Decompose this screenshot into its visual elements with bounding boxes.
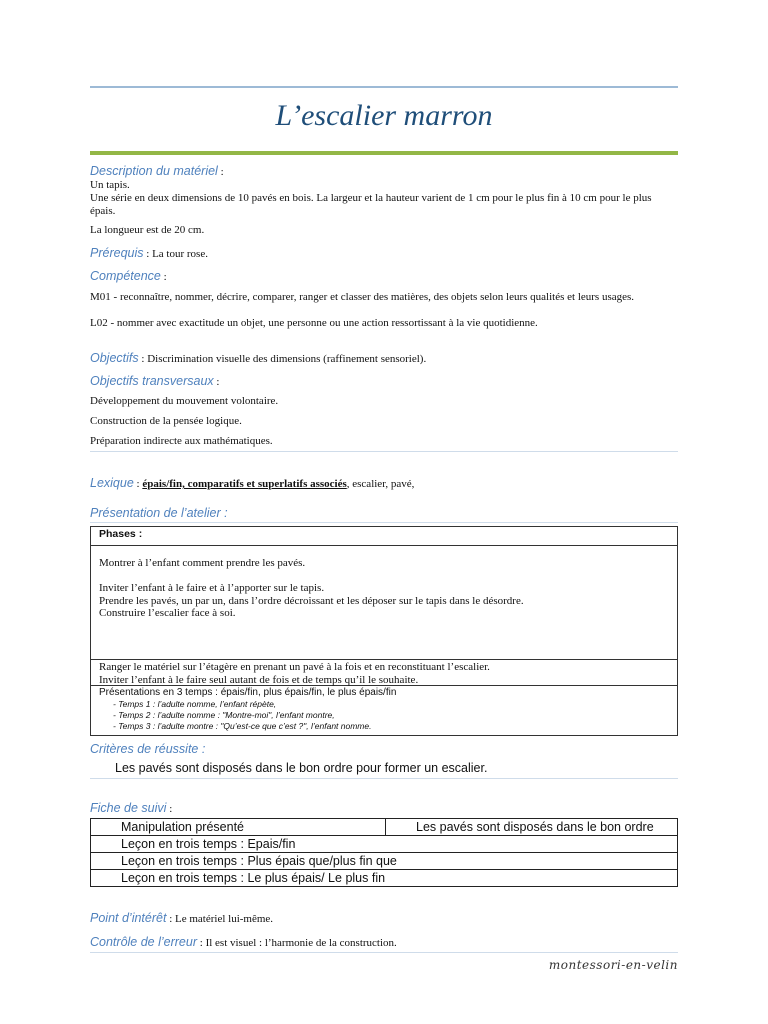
phases-table bbox=[90, 526, 678, 736]
table-row bbox=[91, 870, 678, 887]
phase-step-3: - Temps 3 : l’adulte montre : "Qu’est-ce que c’est ?", l’enfant nomme. bbox=[113, 720, 372, 731]
table-cell: Leçon en trois temps : Plus épais que/plus fin que bbox=[91, 853, 678, 870]
competence-line-1: M01 - reconnaître, nommer, décrire, comparer, ranger et classer des matières, des objets selon leurs qualités et leurs usages. bbox=[90, 291, 635, 303]
controle-heading: Contrôle de l’erreur : Il est visuel : l’harmonie de la construction. bbox=[90, 935, 397, 949]
transversal-line-3: Préparation indirecte aux mathématiques. bbox=[90, 435, 273, 447]
phase-line: Inviter l’enfant à le faire et à l’apporter sur le tapis. bbox=[99, 582, 325, 594]
prerequis-heading: Prérequis : La tour rose. bbox=[90, 246, 208, 260]
presentation-heading: Présentation de l’atelier : bbox=[90, 506, 228, 520]
lexique-rest: , escalier, pavé, bbox=[346, 478, 415, 490]
criteres-text: Les pavés sont disposés dans le bon ordre pour former un escalier. bbox=[115, 761, 488, 775]
point-interet-heading: Point d’intérêt : Le matériel lui-même. bbox=[90, 911, 274, 925]
table-cell: Leçon en trois temps : Epais/fin bbox=[91, 836, 678, 853]
description-heading: Description du matériel : bbox=[90, 164, 224, 178]
point-interet-text: Le matériel lui-même. bbox=[175, 913, 274, 925]
prerequis-text: La tour rose. bbox=[152, 248, 208, 260]
phase-line: Prendre les pavés, un par un, dans l’ordre décroissant et les déposer sur le tapis dans le désordre. bbox=[99, 594, 524, 607]
document-page bbox=[90, 0, 678, 1024]
objectifs-text: Discrimination visuelle des dimensions (raffinement sensoriel). bbox=[147, 353, 427, 365]
section-divider bbox=[90, 522, 678, 523]
phases-header: Phases : bbox=[99, 528, 143, 540]
phase-three-step-title: Présentations en 3 temps : épais/fin, plus épais/fin, le plus épais/fin bbox=[99, 687, 397, 698]
lexique-heading: Lexique : épais/fin, comparatifs et superlatifs associés, escalier, pavé, bbox=[90, 476, 415, 490]
description-line-1: Un tapis. bbox=[90, 179, 130, 191]
phase-block-1 bbox=[91, 545, 677, 659]
competence-line-2: L02 - nommer avec exactitude un objet, une personne ou une action ressortissant à la vie quotidienne. bbox=[90, 317, 538, 329]
phase-line: Inviter l’enfant à le faire seul autant de fois et de temps qu’il le souhaite. bbox=[99, 673, 419, 686]
criteres-heading: Critères de réussite : bbox=[90, 742, 206, 756]
fiche-heading: Fiche de suivi : bbox=[90, 801, 173, 815]
signature: montessori-en-velin bbox=[548, 958, 678, 972]
phase-line: Montrer à l’enfant comment prendre les pavés. bbox=[99, 557, 306, 569]
description-line-2: Une série en deux dimensions de 10 pavés en bois. La largeur et la hauteur varient de 1 cm pour le plus fin à 10 cm pour le plus épais. bbox=[90, 192, 652, 217]
phase-step-1: - Temps 1 : l’adulte nomme, l’enfant répète, bbox=[113, 698, 277, 709]
table-cell: Les pavés sont disposés dans le bon ordre bbox=[386, 819, 678, 836]
phase-block-3 bbox=[91, 685, 677, 735]
footer-rule bbox=[90, 952, 678, 953]
transversal-line-2: Construction de la pensée logique. bbox=[90, 415, 242, 427]
controle-text: Il est visuel : l’harmonie de la construction. bbox=[205, 937, 397, 949]
transversal-line-1: Développement du mouvement volontaire. bbox=[90, 395, 279, 407]
table-cell: Leçon en trois temps : Le plus épais/ Le plus fin bbox=[91, 870, 678, 887]
phase-block-2 bbox=[91, 659, 677, 685]
title-underline bbox=[90, 151, 678, 155]
lexique-keywords: épais/fin, comparatifs et superlatifs associés bbox=[142, 478, 347, 490]
table-row bbox=[91, 853, 678, 870]
objectifs-transversaux-heading: Objectifs transversaux : bbox=[90, 374, 220, 388]
top-rule bbox=[90, 86, 678, 88]
table-row bbox=[91, 819, 678, 836]
phase-line: Construire l’escalier face à soi. bbox=[99, 607, 236, 619]
section-divider bbox=[90, 451, 678, 452]
description-line-3: La longueur est de 20 cm. bbox=[90, 224, 205, 236]
competence-heading: Compétence : bbox=[90, 269, 167, 283]
phase-line bbox=[99, 570, 669, 583]
tracking-table bbox=[90, 818, 678, 887]
phase-line: Ranger le matériel sur l’étagère en prenant un pavé à la fois et en reconstituant l’escalier. bbox=[99, 661, 490, 673]
phase-step-2: - Temps 2 : l’adulte nomme : "Montre-moi", l’enfant montre, bbox=[113, 709, 335, 720]
section-divider bbox=[90, 778, 678, 779]
table-row bbox=[91, 836, 678, 853]
document-title: L’escalier marron bbox=[275, 99, 493, 132]
table-cell: Manipulation présenté bbox=[91, 819, 386, 836]
objectifs-heading: Objectifs : Discrimination visuelle des dimensions (raffinement sensoriel). bbox=[90, 351, 427, 365]
